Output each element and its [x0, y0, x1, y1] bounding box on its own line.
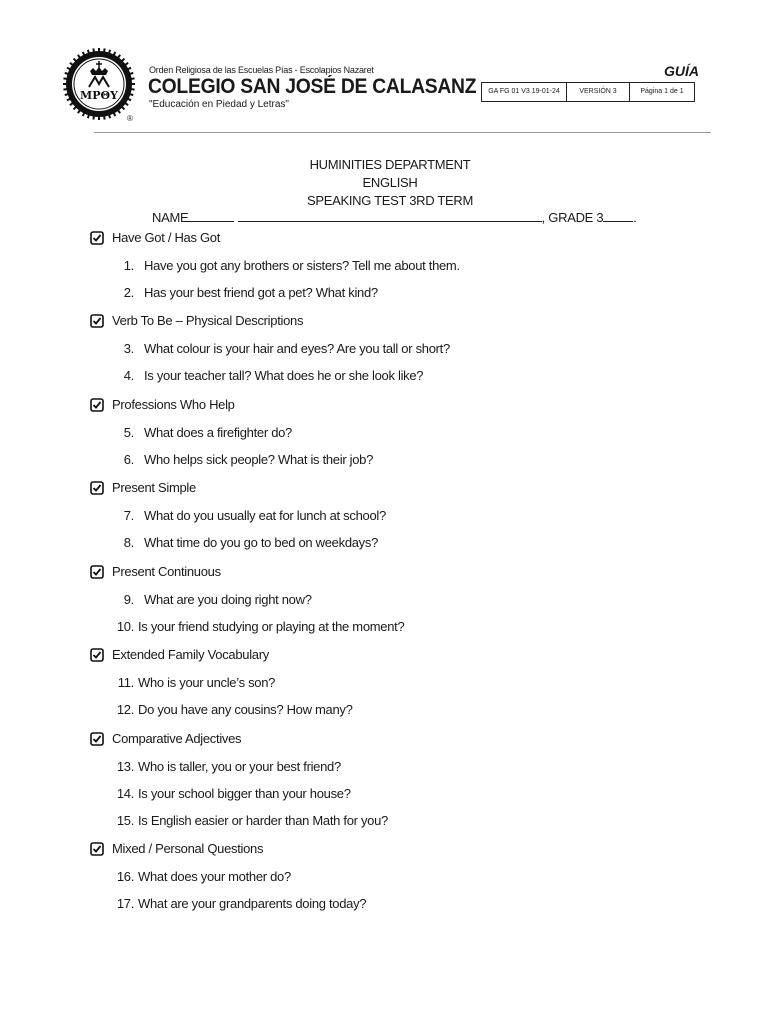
checkbox-checked-icon[interactable] — [90, 481, 104, 495]
question-number: 14. — [116, 786, 134, 801]
section-heading — [90, 397, 235, 412]
question-text: Is English easier or harder than Math for you? — [138, 813, 388, 828]
question-text: Is your teacher tall? What does he or she look like? — [144, 368, 424, 383]
question-number: 12. — [116, 702, 134, 717]
question-item — [112, 535, 378, 550]
question-text: What does your mother do? — [138, 869, 291, 884]
subject-title: ENGLISH — [362, 175, 418, 190]
question-text: What do you usually eat for lunch at school? — [144, 508, 386, 523]
section-heading — [90, 647, 269, 662]
question-item — [112, 759, 341, 774]
document-control-table — [481, 82, 695, 102]
question-number: 2. — [123, 285, 134, 300]
checkbox-checked-icon[interactable] — [90, 565, 104, 579]
header-divider — [94, 132, 711, 133]
department-title: HUMINITIES DEPARTMENT — [309, 157, 471, 172]
question-number: 7. — [123, 508, 134, 523]
question-item — [112, 368, 423, 383]
question-text: What are your grandparents doing today? — [138, 896, 367, 911]
question-number: 6. — [123, 452, 134, 467]
question-text: Is your school bigger than your house? — [138, 786, 351, 801]
question-text: What time do you go to bed on weekdays? — [144, 535, 379, 550]
section-heading — [90, 230, 220, 245]
question-text: Have you got any brothers or sisters? Tell me about them. — [144, 258, 460, 273]
question-number: 8. — [123, 535, 134, 550]
section-title: Verb To Be – Physical Descriptions — [112, 313, 304, 328]
question-number: 9. — [123, 592, 134, 607]
question-text: Who is taller, you or your best friend? — [138, 759, 341, 774]
section-title: Extended Family Vocabulary — [112, 647, 269, 662]
question-item — [112, 813, 388, 828]
question-number: 11. — [117, 675, 134, 690]
checkbox-checked-icon[interactable] — [90, 398, 104, 412]
question-number: 1. — [123, 258, 134, 273]
checkbox-checked-icon[interactable] — [90, 732, 104, 746]
religious-order-line: Orden Religiosa de las Escuelas Pías - Escolapios Nazaret — [149, 65, 374, 75]
question-item — [112, 285, 378, 300]
question-number: 13. — [116, 759, 134, 774]
question-text: What does a firefighter do? — [144, 425, 292, 440]
document-type-label: GUÍA — [664, 63, 699, 79]
doc-code-cell: GA FG 01 V3 19-01-24 — [482, 83, 567, 102]
question-text: Do you have any cousins? How many? — [138, 702, 353, 717]
section-title: Mixed / Personal Questions — [112, 841, 264, 856]
registered-mark: ® — [127, 114, 133, 123]
checkbox-checked-icon[interactable] — [90, 314, 104, 328]
page-total: 1 — [679, 88, 684, 95]
title-block — [0, 156, 768, 210]
section-title: Have Got / Has Got — [112, 230, 221, 245]
question-number: 4. — [123, 368, 134, 383]
question-item — [112, 896, 366, 911]
section-title: Professions Who Help — [112, 397, 235, 412]
section-heading — [90, 313, 303, 328]
question-number: 17. — [116, 896, 134, 911]
section-heading — [90, 731, 241, 746]
question-item — [112, 869, 291, 884]
question-item — [112, 619, 404, 634]
school-motto: "Educación en Piedad y Letras" — [149, 99, 289, 110]
question-item — [112, 675, 275, 690]
question-number: 16. — [116, 869, 134, 884]
question-number: 3. — [123, 341, 134, 356]
section-heading — [90, 480, 196, 495]
checkbox-checked-icon[interactable] — [90, 842, 104, 856]
section-title: Present Continuous — [112, 564, 221, 579]
version-cell: VERSIÓN 3 — [567, 83, 630, 102]
question-text: Has your best friend got a pet? What kind? — [144, 285, 378, 300]
checkbox-checked-icon[interactable] — [90, 231, 104, 245]
section-heading — [90, 841, 263, 856]
question-item — [112, 341, 450, 356]
question-text: Who is your uncle’s son? — [138, 675, 276, 690]
name-label: NAME — [152, 210, 189, 225]
question-item — [112, 452, 373, 467]
name-grade-line: NAME , GRADE 3 . — [152, 210, 637, 225]
school-name: COLEGIO SAN JOSÉ DE CALASANZ — [148, 75, 477, 98]
name-blank-short[interactable] — [188, 209, 234, 222]
school-seal-logo — [62, 44, 136, 130]
question-item — [112, 508, 386, 523]
page-de: de — [669, 88, 678, 95]
question-item — [112, 258, 460, 273]
question-item — [112, 786, 351, 801]
test-title: SPEAKING TEST 3RD TERM — [306, 193, 474, 208]
logo-monogram: MPΘY — [80, 89, 118, 102]
question-number: 5. — [123, 425, 134, 440]
question-text: Is your friend studying or playing at the moment? — [138, 619, 405, 634]
question-item — [112, 702, 353, 717]
section-heading — [90, 564, 221, 579]
name-blank-long[interactable] — [238, 209, 542, 222]
section-title: Present Simple — [112, 480, 196, 495]
grade-label: GRADE 3 — [548, 210, 604, 225]
question-text: Who helps sick people? What is their job? — [144, 452, 374, 467]
section-title: Comparative Adjectives — [112, 731, 242, 746]
question-item — [112, 592, 312, 607]
question-item — [112, 425, 292, 440]
checkbox-checked-icon[interactable] — [90, 648, 104, 662]
question-text: What are you doing right now? — [144, 592, 312, 607]
grade-blank[interactable] — [603, 209, 633, 222]
question-number: 10. — [116, 619, 134, 634]
question-number: 15. — [116, 813, 134, 828]
page-label: Página 1 — [640, 88, 669, 95]
question-text: What colour is your hair and eyes? Are you tall or short? — [144, 341, 450, 356]
page-cell — [630, 83, 695, 102]
